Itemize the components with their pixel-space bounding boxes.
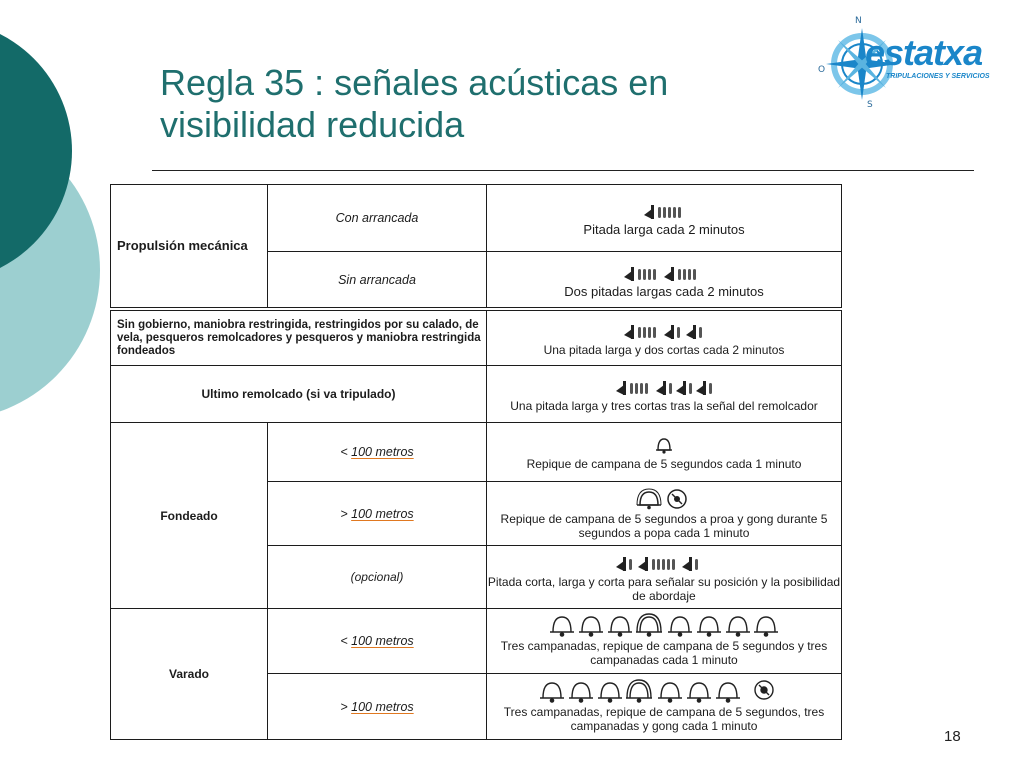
- category-restricted-label: Sin gobierno, maniobra restringida, restringidos por su calado, de vela, pesqueros remolcadores y pesqueros y maniobra restringida fondeados: [117, 318, 481, 357]
- condition-prefix: <: [340, 445, 352, 459]
- condition-label: Sin arrancada: [338, 272, 416, 287]
- condition-label: [340, 445, 413, 459]
- sound-signals-table: [110, 184, 842, 740]
- signal-cell: [486, 481, 842, 546]
- signal-description: Tres campanadas, repique de campana de 5 segundos y tres campanadas cada 1 minuto: [500, 639, 828, 667]
- bell-icon: [653, 433, 675, 455]
- condition-distance: 100 metros: [351, 506, 414, 521]
- category-propulsion: [110, 184, 268, 308]
- slide-title: [160, 62, 780, 146]
- category-towed: [110, 365, 487, 423]
- condition-label: (opcional): [350, 570, 404, 584]
- condition-cell: [267, 422, 487, 482]
- condition-label: Con arrancada: [335, 211, 419, 225]
- condition-cell: [267, 251, 487, 308]
- category-propulsion-label: Propulsión mecánica: [117, 238, 248, 253]
- signal-cell: [486, 545, 842, 609]
- signal-cell: [486, 365, 842, 423]
- signal-description: Pitada corta, larga y corta para señalar su posición y la posibilidad de abordaje: [487, 575, 841, 603]
- signal-description: Repique de campana de 5 segundos a proa y gong durante 5 segundos a popa cada 1 minuto: [500, 511, 828, 540]
- condition-label: [340, 700, 413, 714]
- condition-distance: 100 metros: [351, 699, 414, 714]
- compass-s-label: S: [867, 100, 873, 110]
- signal-description: Pitada larga cada 2 minutos: [583, 222, 745, 237]
- condition-cell: [267, 545, 487, 609]
- category-towed-label: Ultimo remolcado (si va tripulado): [201, 387, 396, 401]
- slide-title-line-1: Regla 35 : señales acústicas en: [160, 62, 669, 103]
- whistle-long-three-short-icon: [614, 375, 714, 397]
- signal-cell: [486, 673, 842, 740]
- condition-distance: 100 metros: [351, 634, 414, 648]
- signal-cell: [486, 422, 842, 482]
- signal-cell: [486, 251, 842, 308]
- whistle-long-icon: [642, 199, 686, 221]
- category-restricted: [110, 310, 487, 366]
- signal-cell: [486, 184, 842, 252]
- signal-cell: [486, 310, 842, 366]
- signal-cell: [486, 608, 842, 674]
- condition-prefix: >: [340, 506, 352, 521]
- condition-prefix: <: [340, 634, 352, 648]
- signal-description: Una pitada larga y tres cortas tras la señal del remolcador: [510, 399, 818, 413]
- condition-prefix: >: [340, 699, 352, 714]
- condition-label: [340, 507, 413, 521]
- signal-description: Tres campanadas, repique de campana de 5 segundos, tres campanadas y gong cada 1 minuto: [503, 704, 825, 733]
- bell-and-gong-icon: [634, 488, 694, 510]
- condition-cell: [267, 608, 487, 674]
- logo-wordmark: estatxa: [865, 32, 983, 73]
- whistle-short-long-short-icon: [614, 551, 714, 573]
- whistle-two-long-icon: [622, 261, 706, 283]
- estatxa-logo: [812, 14, 1012, 114]
- bells-sequence-icon: [549, 615, 779, 637]
- bells-and-gong-sequence-icon: [539, 681, 789, 703]
- condition-cell: [267, 481, 487, 546]
- condition-label: [340, 634, 413, 648]
- whistle-long-two-short-icon: [622, 319, 706, 341]
- condition-distance: 100 metros: [351, 445, 414, 459]
- compass-o-label: O: [818, 65, 826, 75]
- slide-title-line-2: visibilidad reducida: [160, 104, 465, 145]
- page-number: 18: [944, 728, 961, 745]
- compass-n-label: N: [855, 16, 862, 26]
- signal-description: Dos pitadas largas cada 2 minutos: [564, 283, 764, 299]
- title-divider: [152, 170, 974, 171]
- condition-cell: [267, 184, 487, 252]
- category-aground: [110, 608, 268, 740]
- condition-cell: [267, 673, 487, 740]
- signal-description: Una pitada larga y dos cortas cada 2 minutos: [543, 343, 785, 357]
- category-anchored-label: Fondeado: [160, 508, 218, 523]
- category-anchored: [110, 422, 268, 609]
- signal-description: Repique de campana de 5 segundos cada 1 minuto: [526, 457, 802, 471]
- logo-tagline: TRIPULACIONES Y SERVICIOS: [886, 73, 990, 80]
- category-aground-label: Varado: [168, 667, 210, 681]
